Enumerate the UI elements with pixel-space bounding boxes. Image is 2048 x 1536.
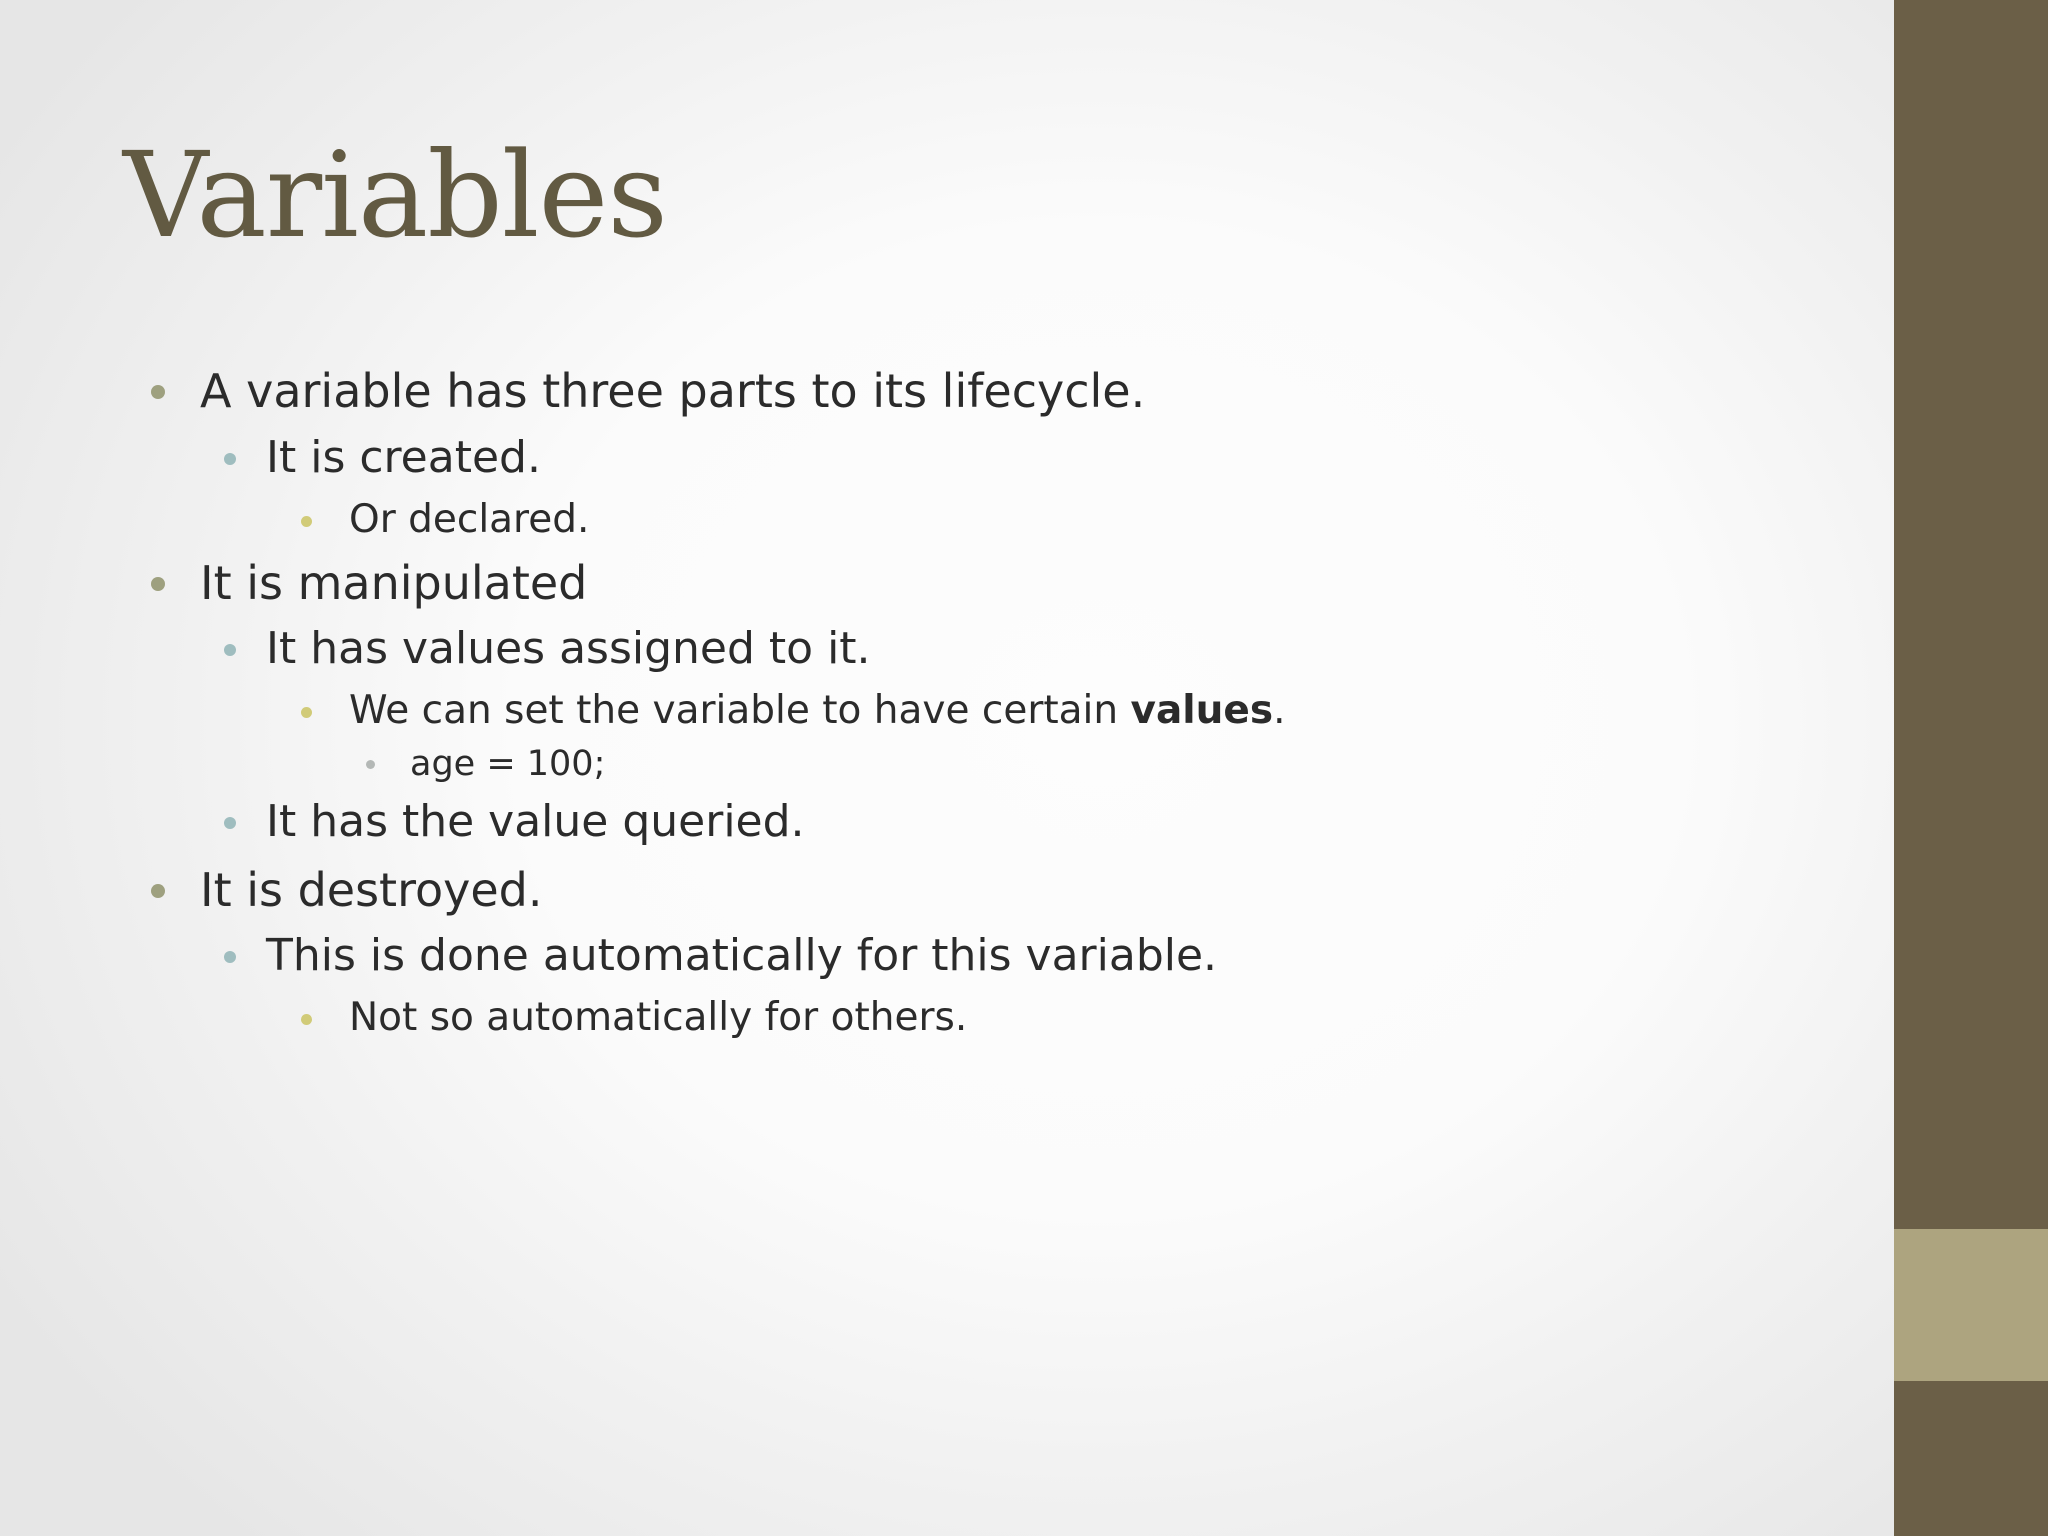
bullet-item bbox=[266, 793, 805, 851]
bullet-text: age = 100; bbox=[410, 744, 606, 784]
bullet-text: A variable has three parts to its lifecycle. bbox=[200, 364, 1146, 418]
bullet-text: This is done automatically for this variable. bbox=[266, 930, 1218, 981]
bullet-text: Not so automatically for others. bbox=[349, 995, 968, 1040]
bullet-dot-icon bbox=[224, 817, 236, 829]
bullet-dot-icon bbox=[301, 1014, 312, 1025]
bullet-item bbox=[266, 927, 1217, 985]
bullet-dot-icon bbox=[366, 760, 375, 769]
bullet-text: It is destroyed. bbox=[200, 863, 543, 917]
bullet-text: It has values assigned to it. bbox=[266, 623, 871, 674]
bullet-item bbox=[349, 685, 1285, 737]
bullet-dot-icon bbox=[151, 884, 165, 898]
bullet-item bbox=[200, 553, 587, 613]
bullet-text: Or declared. bbox=[349, 497, 590, 542]
bullet-dot-icon bbox=[224, 644, 236, 656]
slide-title: Variables bbox=[123, 126, 667, 264]
bullet-item bbox=[410, 741, 605, 787]
bullet-item bbox=[200, 860, 542, 920]
bullet-text: . bbox=[1273, 688, 1286, 733]
bullet-dot-icon bbox=[224, 951, 236, 963]
bullet-dot-icon bbox=[301, 707, 312, 718]
bullet-text: It is created. bbox=[266, 432, 541, 483]
bullet-item bbox=[266, 620, 871, 678]
bullet-text: It has the value queried. bbox=[266, 796, 805, 847]
bullet-dot-icon bbox=[224, 453, 236, 465]
bullet-item bbox=[349, 494, 589, 546]
bullet-dot-icon bbox=[151, 577, 165, 591]
bullet-text: It is manipulated bbox=[200, 556, 588, 610]
bullet-item bbox=[349, 992, 967, 1044]
bullet-text: We can set the variable to have certain bbox=[349, 688, 1131, 733]
bullet-item bbox=[200, 361, 1145, 421]
bullet-text-bold: values bbox=[1130, 688, 1274, 733]
bullet-dot-icon bbox=[151, 385, 165, 399]
sidebar-accent-block bbox=[1894, 1229, 2048, 1381]
bullet-item bbox=[266, 429, 541, 487]
bullet-dot-icon bbox=[301, 516, 312, 527]
